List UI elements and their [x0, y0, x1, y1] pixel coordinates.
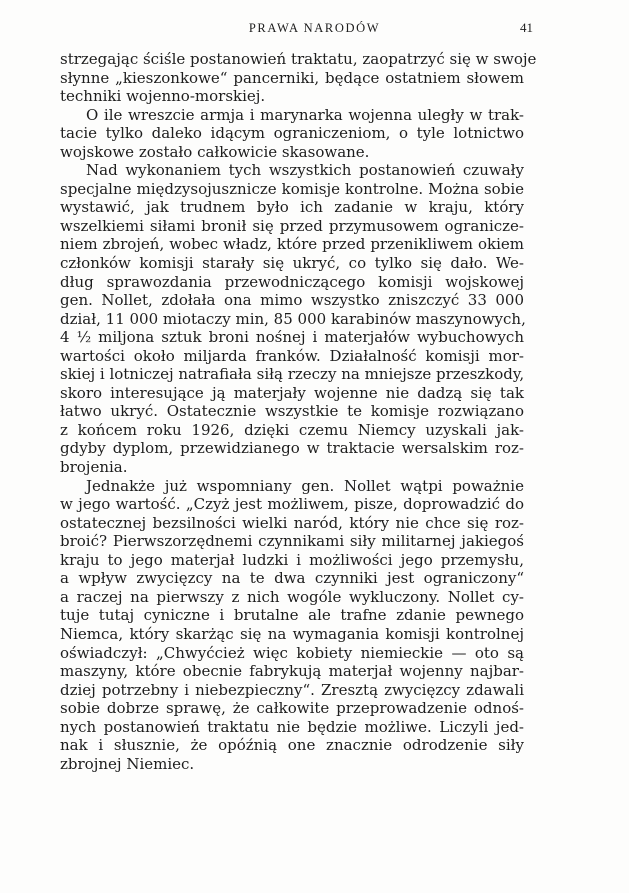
- text-line: łatwo ukryć. Ostatecznie wszystkie te komisje rozwiązano: [60, 402, 524, 421]
- text-line: specjalne międzysojusznicze komisje kontrolne. Można sobie: [60, 179, 524, 198]
- text-line: nak i słusznie, że opóźnią one znacznie odrodzenie siły: [60, 736, 524, 755]
- text-line: w jego wartość. „Czyż jest możliwem, pisze, doprowadzić do: [60, 495, 524, 514]
- text-line: techniki wojenno-morskiej.: [60, 87, 266, 106]
- text-line: a wpływ zwycięzcy na te dwa czynniki jest ograniczony“: [60, 569, 524, 588]
- page-header: [0, 18, 629, 38]
- text-line: broić? Pierwszorzędnemi czynnikami siły militarnej jakiegoś: [60, 532, 524, 551]
- text-line: Nad wykonaniem tych wszystkich postanowień czuwały: [86, 161, 524, 180]
- text-line: kraju to jego materjał ludzki i możliwości jego przemysłu,: [60, 550, 524, 569]
- text-line: a raczej na pierwszy z nich wogóle wykluczony. Nollet cy-: [60, 587, 524, 606]
- text-line: wszelkiemi siłami bronił się przed przymusowem ogranicze-: [60, 216, 524, 235]
- text-line: niem zbrojeń, wobec władz, które przed przenikliwem okiem: [60, 235, 524, 254]
- text-line: brojenia.: [60, 458, 128, 477]
- text-line: tuje tutaj cyniczne i brutalne ale trafne zdanie pewnego: [60, 606, 524, 625]
- text-line: skiej i lotniczej natrafiała siłą rzeczy na mniejsze przeszkody,: [60, 365, 525, 384]
- text-line: dziej potrzebny i niebezpieczny“. Zresztą zwycięzcy zdawali: [60, 680, 524, 699]
- text-line: ostatecznej bezsilności wielki naród, który nie chce się roz-: [60, 513, 524, 532]
- text-line: tacie tylko daleko idącym ograniczeniom, o tyle lotnictwo: [60, 124, 524, 143]
- text-line: dział, 11 000 miotaczy min, 85 000 karabinów maszynowych,: [60, 309, 526, 328]
- text-line: maszyny, które obecnie fabrykują materjał wojenny najbar-: [60, 662, 524, 681]
- text-line: Niemca, który skarżąc się na wymagania komisji kontrolnej: [60, 624, 524, 643]
- text-line: 4 ½ miljona sztuk broni nośnej i materjałów wybuchowych: [60, 328, 524, 347]
- text-line: Jednakże już wspomniany gen. Nollet wątpi poważnie: [86, 476, 524, 495]
- text-line: gen. Nollet, zdołała ona mimo wszystko zniszczyć 33 000: [60, 291, 524, 310]
- text-line: oświadczył: „Chwyćcież więc kobiety niemieckie — oto są: [60, 643, 524, 662]
- text-line: zbrojnej Niemiec.: [60, 754, 195, 773]
- text-line: słynne „kieszonkowe“ pancerniki, będące ostatniem słowem: [60, 68, 524, 87]
- text-line: skoro interesujące ją materjały wojenne nie dadzą się tak: [60, 383, 524, 402]
- text-line: O ile wreszcie armja i marynarka wojenna uległy w trak-: [86, 105, 524, 124]
- text-line: wojskowe zostało całkowicie skasowane.: [60, 142, 370, 161]
- text-line: wartości około miljarda franków. Działalność komisji mor-: [60, 346, 524, 365]
- text-line: wystawić, jak trudnem było ich zadanie w kraju, który: [60, 198, 524, 217]
- body-text: [60, 50, 537, 773]
- text-line: dług sprawozdania przewodniczącego komisji wojskowej: [60, 272, 524, 291]
- page-number: 41: [520, 20, 533, 35]
- text-line: sobie dobrze sprawę, że całkowite przeprowadzenie odnoś-: [60, 699, 524, 718]
- text-line: strzegając ściśle postanowień traktatu, zaopatrzyć się w swoje: [60, 50, 537, 68]
- text-line: gdyby dyplom, przewidzianego w traktacie wersalskim roz-: [60, 439, 524, 458]
- text-line: członków komisji starały się ukryć, co tylko się dało. We-: [60, 254, 524, 273]
- text-line: z końcem roku 1926, dzięki czemu Niemcy uzyskali jak-: [60, 420, 524, 439]
- text-line: nych postanowień traktatu nie będzie możliwe. Liczyli jed-: [60, 717, 524, 736]
- running-head: PRAWA NARODÓW: [248, 21, 381, 35]
